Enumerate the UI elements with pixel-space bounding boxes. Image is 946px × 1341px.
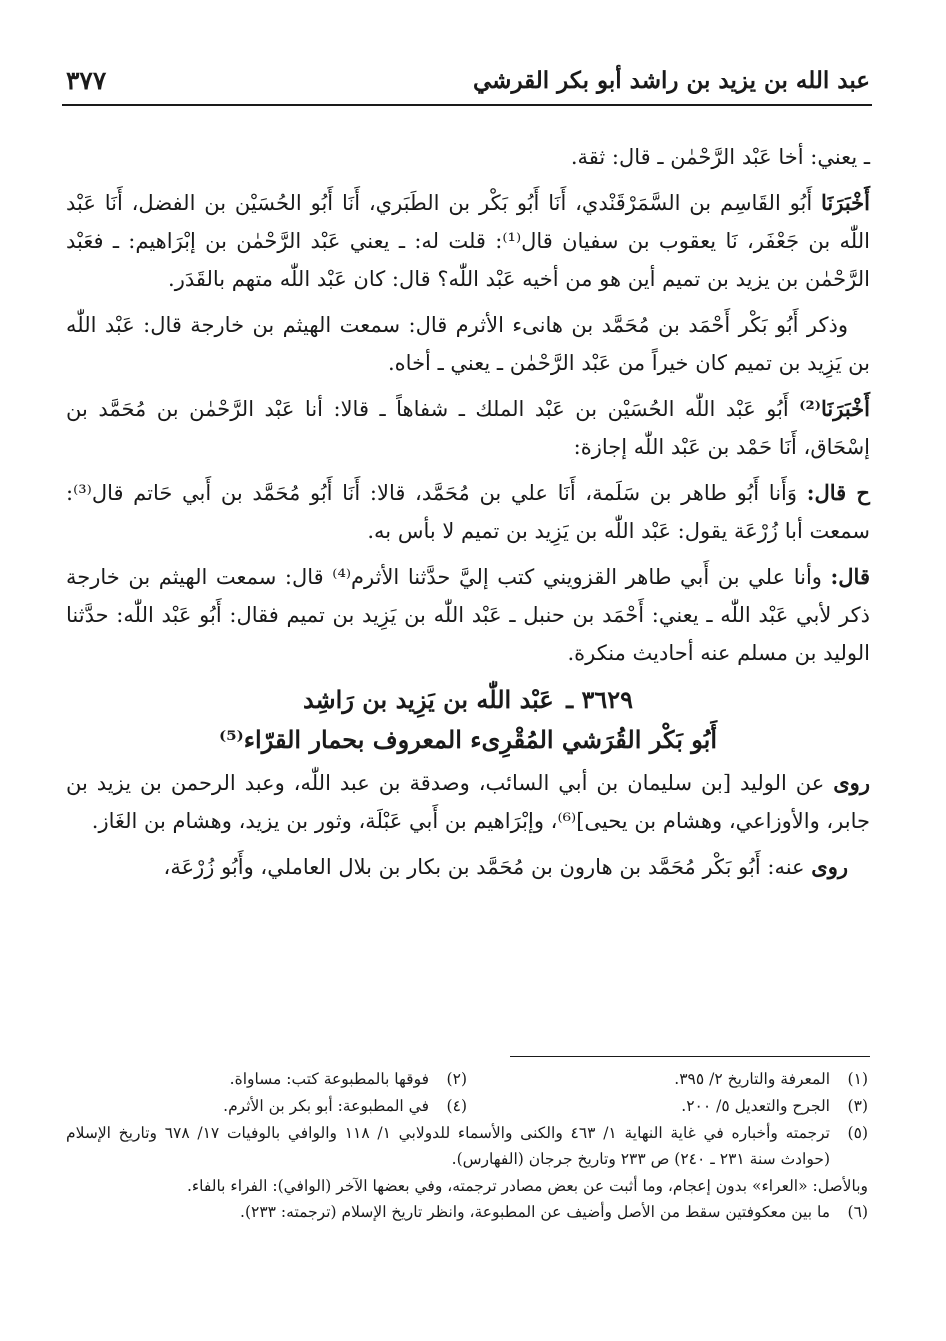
footnote-number: (٥) [847, 1124, 868, 1142]
footnote-number: (٣) [847, 1097, 868, 1115]
footnote-text: الجرح والتعديل ٥/ ٢٠٠. [681, 1097, 830, 1115]
paragraph-lead-word: أَخْبَرَنَا [821, 190, 870, 215]
paragraph-text: عن الوليد [بن سليمان بن أبي السائب، وصدقة بن عبد اللّٰه، وعبد الرحمن بن يزيد بن جابر، والأوزاعي، وهشام بن يحيى]⁽⁶⁾، وإبْرَاهيم بن أَبي عَبْلَة، وثور بن يزيد، وهشام بن الغَاز. [66, 771, 870, 833]
paragraph-lead-word: أَخْبَرَنَا⁽²⁾ [799, 396, 870, 421]
running-head [66, 60, 870, 100]
paragraph-text: عنه: أَبُو بَكْر مُحَمَّد بن هارون بن مُحَمَّد بن بكار بن بلال العاملي، وأَبُو زُرْعَة، [163, 855, 805, 879]
entry-number: ٣٦٢٩ ـ [566, 685, 634, 714]
paragraph-text: وذكر أَبُو بَكْر أَحْمَد بن مُحَمَّد بن هانىء الأثرم قال: سمعت الهيثم بن خارجة قال: عَبْد اللّٰه بن يَزِيد بن تميم كان خيراً من عَبْد الرَّحْمٰن ـ يعني ـ أخاه. [66, 313, 870, 375]
paragraph-lead-word: ح قال: [806, 480, 870, 505]
paragraph [66, 306, 870, 382]
footnote-text: ترجمته وأخباره في غاية النهاية ١/ ٤٦٣ والكنى والأسماء للدولابي ١/ ١١٨ والوافي بالوفيات ١٧/ ٦٧٨ وتاريخ الإسلام (حوادث سنة ٢٣١ ـ ٢٤٠) ص ٢٣٣ وتاريخ جرجان (الفهارس). [66, 1124, 830, 1168]
entry-heading-line-2: أَبُو بَكْر القُرَشي المُقْرِىء المعروف بحمار القرّاء⁽⁵⁾ [218, 725, 718, 754]
entry-heading-line-1 [66, 680, 870, 720]
paragraph-lead-word: روى [833, 770, 870, 795]
paragraph-lead-word: روى [811, 854, 848, 879]
footnote [66, 1093, 467, 1119]
footnote-text: المعرفة والتاريخ ٢/ ٣٩٥. [674, 1070, 830, 1088]
paragraph [66, 848, 870, 886]
paragraph-text: أَبُو القَاسِم بن السَّمَرْقَنْدي، أَنَا أَبُو بَكْر بن الطَبَري، أَنَا أَبُو الحُسَيْن بن الفضل، أَنَا عَبْد اللّٰه بن جَعْفَر، نَا يعقوب بن سفيان قال⁽¹⁾: قلت له: ـ يعني عَبْد الرَّحْمٰن بن إبْرَاهيم: ـ فعَبْد الرَّحْمٰن بن يزيد بن تميم أين هو من أخيه عَبْد اللّٰه؟ قال: كان عَبْد اللّٰه متهم بالقَدَر. [66, 191, 870, 291]
footnote-text: فوقها بالمطبوعة كتب: مساواة. [229, 1070, 429, 1088]
footnote [66, 1199, 868, 1225]
footnote-number: (٦) [847, 1203, 868, 1221]
footnote [66, 1120, 868, 1172]
header-rule [62, 104, 872, 106]
paragraph-text: أَبُو عَبْد اللّٰه الحُسَيْن بن عَبْد الملك ـ شفاهاً ـ قالا: أنا عَبْد الرَّحْمٰن بن مُحَمَّد بن إسْحَاق، أَنَا حَمْد بن عَبْد اللّٰه إجازة: [66, 397, 870, 459]
footnote [467, 1093, 868, 1119]
paragraph [66, 390, 870, 466]
paragraph-text: ـ يعني: أخا عَبْد الرَّحْمٰن ـ قال: ثقة. [570, 145, 870, 169]
page-number: ٣٧٧ [66, 65, 107, 95]
main-text [66, 138, 870, 894]
footnote [66, 1066, 467, 1092]
footnote-text: في المطبوعة: أبو بكر بن الأثرم. [223, 1097, 429, 1115]
running-title: عبد الله بن يزيد بن راشد أبو بكر القرشي [473, 66, 870, 94]
paragraph [66, 764, 870, 840]
footnote-text: ما بين معكوفتين سقط من الأصل وأضيف عن المطبوعة، وانظر تاريخ الإسلام (ترجمته: ٢٣٣). [240, 1203, 830, 1221]
paragraph [66, 184, 870, 298]
paragraph [66, 558, 870, 672]
paragraph [66, 474, 870, 550]
footnote-number: (٢) [446, 1070, 467, 1088]
footnotes [66, 1066, 868, 1226]
paragraph-lead-word: قال: [830, 564, 870, 589]
paragraph-text: وأنا علي بن أَبي طاهر القزويني كتب إليَّ حدَّثنا الأثرم⁽⁴⁾ قال: سمعت الهيثم بن خارجة ذكر لأبي عَبْد اللّٰه ـ يعني: أَحْمَد بن حنبل ـ عَبْد اللّٰه بن يَزِيد بن تميم فقال: أَبُو عَبْد اللّٰه: حدَّثنا الوليد بن مسلم عنه أحاديث منكرة. [66, 565, 870, 665]
footnote [467, 1066, 868, 1092]
footnote-number: (٤) [446, 1097, 467, 1115]
paragraph-text: وَأَنا أَبُو طاهر بن سَلَمة، أَنَا علي بن مُحَمَّد، قالا: أَنَا أَبُو مُحَمَّد بن أَبي حَاتم قال⁽³⁾: سمعت أبا زُرْعَة يقول: عَبْد اللّٰه بن يَزِيد بن تميم لا بأس به. [66, 481, 870, 543]
footnote-rule [510, 1056, 870, 1057]
paragraph [66, 138, 870, 176]
entry-heading [66, 680, 870, 760]
entry-name: عَبْد اللّٰه بن يَزِيد بن رَاشِد [302, 685, 554, 714]
footnote-row [66, 1093, 868, 1120]
footnote-number: (١) [847, 1070, 868, 1088]
footnote-row [66, 1066, 868, 1093]
footnote-continuation: وبالأصل: «العراء» بدون إعجام، وما أثبت عن بعض مصادر ترجمته، وفي بعضها الآخر (الوافي): الفراء بالفاء. [186, 1177, 868, 1195]
